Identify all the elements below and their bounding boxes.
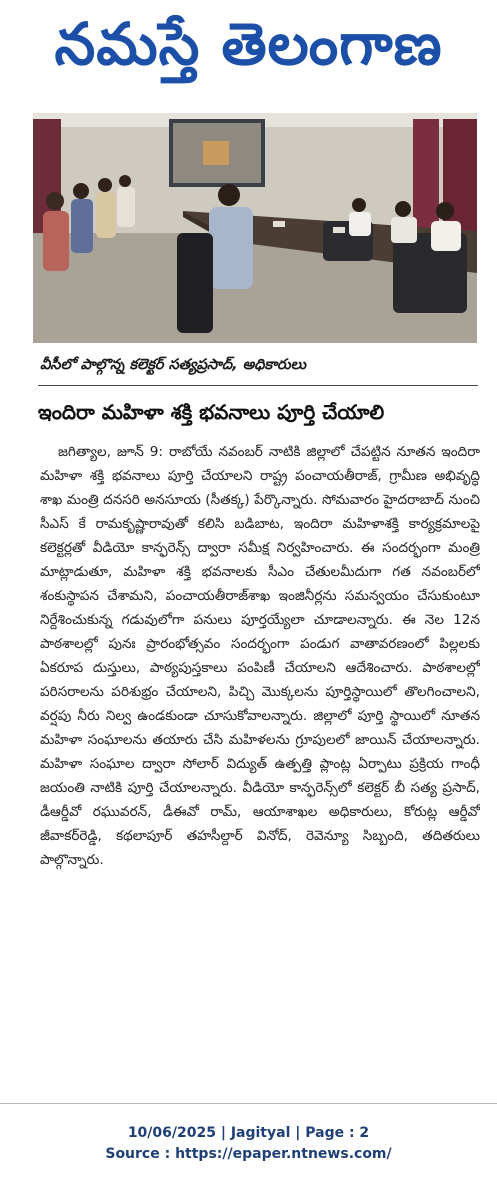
photo-caption: వీసీలో పాల్గొన్న కలెక్టర్ సత్యప్రసాద్, అధికారులు: [40, 357, 306, 373]
caption-divider: [38, 385, 478, 386]
footer-divider: [0, 1103, 497, 1104]
article-headline: ఇందిరా మహిళా శక్తి భవనాలు పూర్తి చేయాలి: [38, 400, 385, 424]
edition-info: 10/06/2025 | Jagityal | Page : 2: [127, 1125, 370, 1141]
masthead: [0, 0, 497, 95]
article-body: [40, 440, 480, 1080]
source-link[interactable]: Source : https://epaper.ntnews.com/: [105, 1146, 392, 1162]
article-paragraph: జగిత్యాల, జూన్ 9: రాబోయే నవంబర్ నాటికి జిల్లాలో చేపట్టిన నూతన ఇందిరా మహిళా శక్తి భవనాలు పూర్తి చేయాలని రాష్ట్ర పంచాయతీరాజ్, గ్రామీణ అభివృద్ధి శాఖ మంత్రి దనసరి అనసూయ (సీతక్క) పేర్కొన్నారు. సోమవారం హైదరాబాద్ నుంచి సీఎస్ కే రామకృష్ణారావుతో కలిసి బడిబాట, ఇందిరా మహిళాశక్తి కార్యక్రమాలపై కలెక్టర్లతో వీడియో కాన్ఫరెన్స్ ద్వారా సమీక్ష నిర్వహించారు. ఈ సందర్భంగా మంత్రి మాట్లాడుతూ, మహిళా శక్తి భవనాలకు సీఎం చేతులమీదుగా గత నవంబర్‌లో శంకుస్థాపన చేశామని, పంచాయతీరాజ్‌శాఖ ఇంజినీర్లను సమన్వయం చేసుకుంటూ నిర్దేశించుకున్న గడువులోగా పనులు పూర్తయ్యేలా చూడాలన్నారు. ఈ నెల 12న పాఠశాలల్లో పునః ప్రారంభోత్సవం సందర్భంగా పండుగ వాతావరణంలో పిల్లలకు ఏకరూప దుస్తులు, పాఠ్యపుస్తకాలు పంపిణీ చేయాలని ఆదేశించారు. పాఠశాలల్లో పరిసరాలను పరిశుభ్రం చేయాలని, పిచ్చి మొక్కలను పూర్తిస్థాయిలో తొలగించాలని, వర్షపు నీరు నిల్వ ఉండకుండా చూసుకోవాలన్నారు. జిల్లాలో పూర్తి స్థాయిలో నూతన మహిళా సంఘాలను తయారు చేసి మహిళలను గ్రూపులలో జాయిన్ చేయాలన్నారు. మహిళా సంఘాల ద్వారా సోలార్ విద్యుత్ ఉత్పత్తి ప్లాంట్ల ఏర్పాటు ప్రక్రియ గాంధీ జయంతి నాటికి పూర్తి చేయాలన్నారు. వీడియో కాన్ఫరెన్స్‌లో కలెక్టర్ బీ సత్య ప్రసాద్, డీఆర్డీవో రఘువరన్, డీఈవో రామ్, ఆయాశాఖల అధికారులు, కోరుట్ల ఆర్డీవో జీవాకర్‌రెడ్డి, కథలాపూర్ తహసీల్దార్ వినోద్, రెవెన్యూ సిబ్బంది, తదితరులు పాల్గొన్నారు.: [40, 444, 480, 868]
meeting-photo-illustration: [33, 113, 477, 343]
news-photo: [33, 113, 477, 343]
newspaper-logo: నమస్తే తెలంగాణ: [54, 10, 443, 78]
